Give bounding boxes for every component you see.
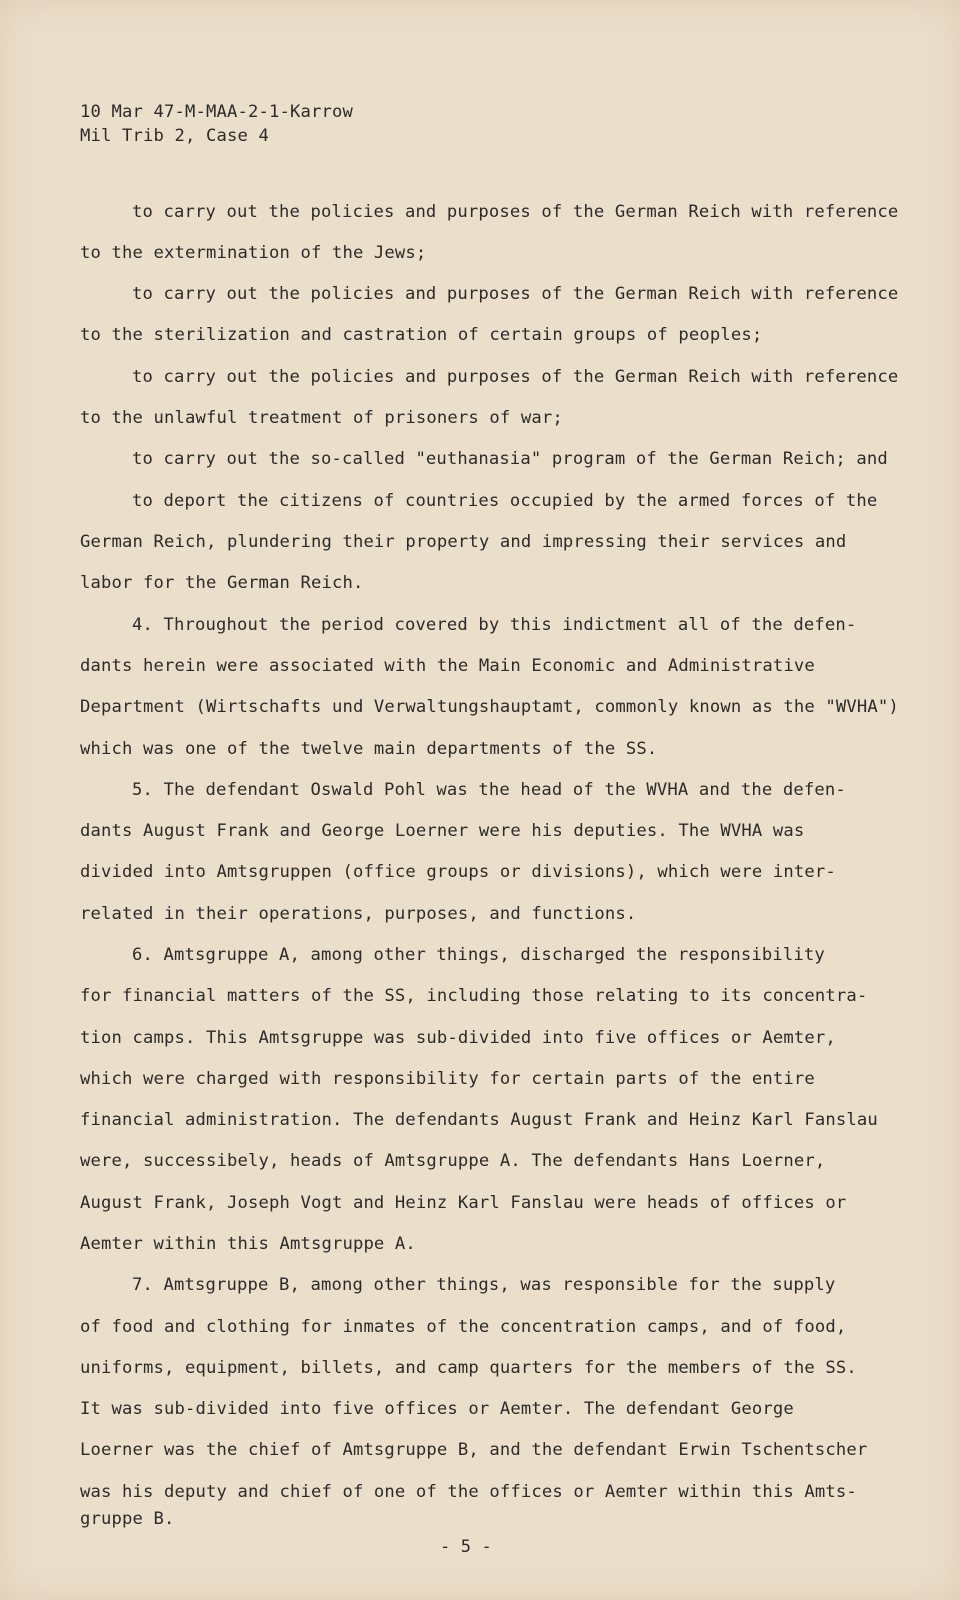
text-line: August Frank, Joseph Vogt and Heinz Karl Fanslau were heads of offices or: [80, 1193, 847, 1213]
text-line: for financial matters of the SS, including those relating to its concentra-: [80, 986, 868, 1006]
text-line: Department (Wirtschafts und Verwaltungshauptamt, commonly known as the "WVHA"): [80, 697, 899, 717]
text-line: divided into Amtsgruppen (office groups or divisions), which were inter-: [80, 862, 836, 882]
paragraph-5-start: 5. The defendant Oswald Pohl was the head of the WVHA and the defen-: [132, 780, 846, 800]
text-line: to carry out the policies and purposes of the German Reich with reference: [132, 367, 899, 387]
text-line: which were charged with responsibility for certain parts of the entire: [80, 1069, 815, 1089]
text-line: were, successibely, heads of Amtsgruppe A. The defendants Hans Loerner,: [80, 1151, 826, 1171]
text-line: to deport the citizens of countries occupied by the armed forces of the: [132, 491, 878, 511]
header-tribunal: Mil Trib 2, Case 4: [80, 126, 269, 146]
text-line: which was one of the twelve main departments of the SS.: [80, 739, 658, 759]
text-line: tion camps. This Amtsgruppe was sub-divided into five offices or Aemter,: [80, 1028, 836, 1048]
text-line: German Reich, plundering their property and impressing their services and: [80, 532, 847, 552]
text-line: dants herein were associated with the Main Economic and Administrative: [80, 656, 815, 676]
text-line: of food and clothing for inmates of the concentration camps, and of food,: [80, 1317, 847, 1337]
text-line: to carry out the so-called "euthanasia" program of the German Reich; and: [132, 449, 888, 469]
text-line: labor for the German Reich.: [80, 573, 364, 593]
text-line: was his deputy and chief of one of the offices or Aemter within this Amts-: [80, 1482, 857, 1502]
text-line: Loerner was the chief of Amtsgruppe B, and the defendant Erwin Tschentscher: [80, 1440, 868, 1460]
text-line: related in their operations, purposes, and functions.: [80, 904, 637, 924]
text-line: to the sterilization and castration of certain groups of peoples;: [80, 325, 763, 345]
document-header: [80, 100, 353, 148]
paragraph-6-start: 6. Amtsgruppe A, among other things, discharged the responsibility: [132, 945, 825, 965]
text-line: dants August Frank and George Loerner were his deputies. The WVHA was: [80, 821, 805, 841]
text-line: to carry out the policies and purposes of the German Reich with reference: [132, 202, 899, 222]
paragraph-7-start: 7. Amtsgruppe B, among other things, was responsible for the supply: [132, 1275, 836, 1295]
text-line: to carry out the policies and purposes of the German Reich with reference: [132, 284, 899, 304]
paragraph-4-start: 4. Throughout the period covered by this indictment all of the defen-: [132, 615, 857, 635]
text-line: to the unlawful treatment of prisoners of war;: [80, 408, 563, 428]
text-line: to the extermination of the Jews;: [80, 243, 427, 263]
header-reference: 10 Mar 47-M-MAA-2-1-Karrow: [80, 102, 353, 122]
text-line: financial administration. The defendants August Frank and Heinz Karl Fanslau: [80, 1110, 878, 1130]
text-line: gruppe B.: [80, 1509, 175, 1529]
page-number: - 5 -: [440, 1537, 492, 1557]
text-line: uniforms, equipment, billets, and camp quarters for the members of the SS.: [80, 1358, 857, 1378]
text-line: Aemter within this Amtsgruppe A.: [80, 1234, 416, 1254]
text-line: It was sub-divided into five offices or Aemter. The defendant George: [80, 1399, 794, 1419]
